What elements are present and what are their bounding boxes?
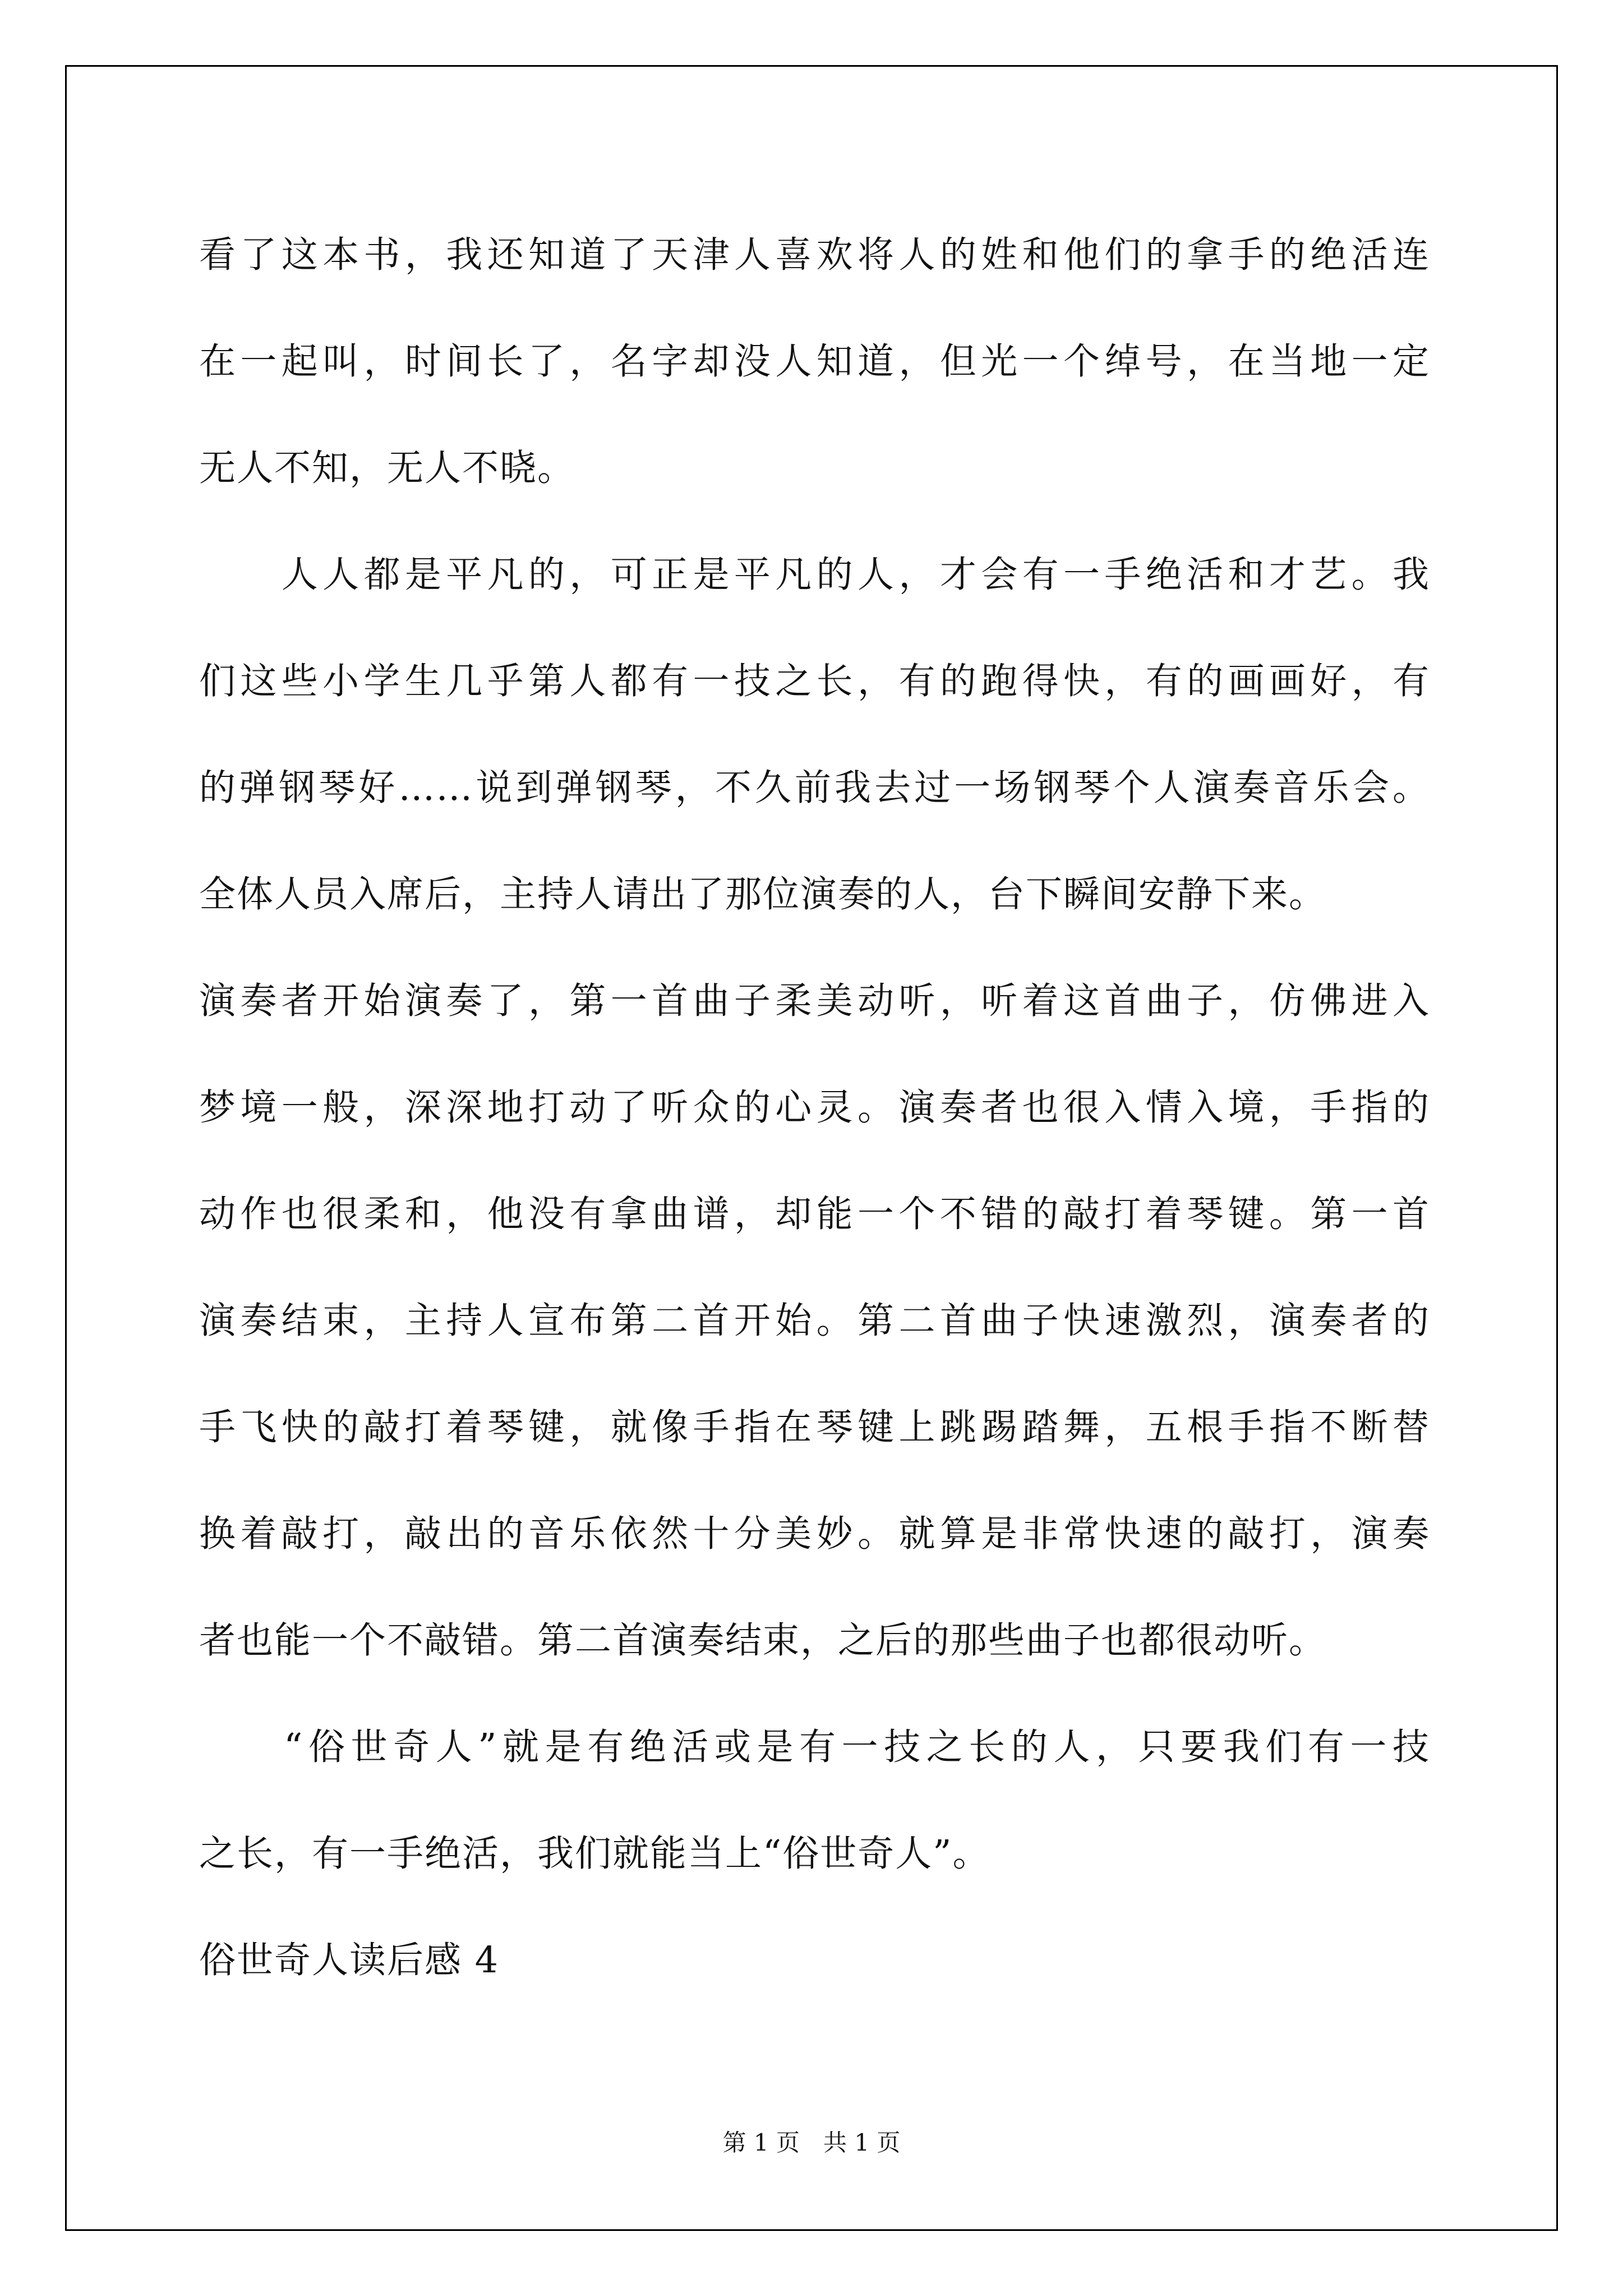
section-heading: 俗世奇人读后感 4: [199, 1939, 500, 1981]
text-line: 演奏结束，主持人宣布第二首开始。第二首曲子快速激烈，演奏者的: [199, 1300, 1430, 1342]
page-number-footer: 第 1 页 共 1 页: [722, 2129, 901, 2156]
text-line: 全体人员入席后，主持人请出了那位演奏的人，台下瞬间安静下来。: [199, 873, 1327, 915]
document-body: [199, 202, 1430, 2014]
text-line: 演奏者开始演奏了，第一首曲子柔美动听，听着这首曲子，仿佛进入: [199, 980, 1430, 1022]
text-line: 者也能一个不敲错。第二首演奏结束，之后的那些曲子也都很动听。: [199, 1619, 1327, 1662]
text-line: 看了这本书，我还知道了天津人喜欢将人的姓和他们的拿手的绝活连: [199, 234, 1430, 276]
text-line: 手飞快的敲打着琴键，就像手指在琴键上跳踢踏舞，五根手指不断替: [199, 1406, 1430, 1448]
text-line: 人人都是平凡的，可正是平凡的人，才会有一手绝活和才艺。我: [199, 554, 1430, 596]
text-line: 换着敲打，敲出的音乐依然十分美妙。就算是非常快速的敲打，演奏: [199, 1513, 1430, 1555]
text-line: 梦境一般，深深地打动了听众的心灵。演奏者也很入情入境，手指的: [199, 1087, 1430, 1129]
text-line: 无人不知，无人不晓。: [199, 447, 575, 489]
text-line: 动作也很柔和，他没有拿曲谱，却能一个不错的敲打着琴键。第一首: [199, 1193, 1430, 1235]
text-line: 们这些小学生几乎第人都有一技之长，有的跑得快，有的画画好，有: [199, 660, 1430, 702]
text-line: 之长，有一手绝活，我们就能当上“俗世奇人”。: [199, 1833, 990, 1875]
text-line: 在一起叫，时间长了，名字却没人知道，但光一个绰号，在当地一定: [199, 341, 1430, 383]
text-line: “俗世奇人”就是有绝活或是有一技之长的人，只要我们有一技: [199, 1726, 1430, 1768]
text-line: 的弹钢琴好……说到弹钢琴，不久前我去过一场钢琴个人演奏音乐会。: [199, 767, 1430, 809]
